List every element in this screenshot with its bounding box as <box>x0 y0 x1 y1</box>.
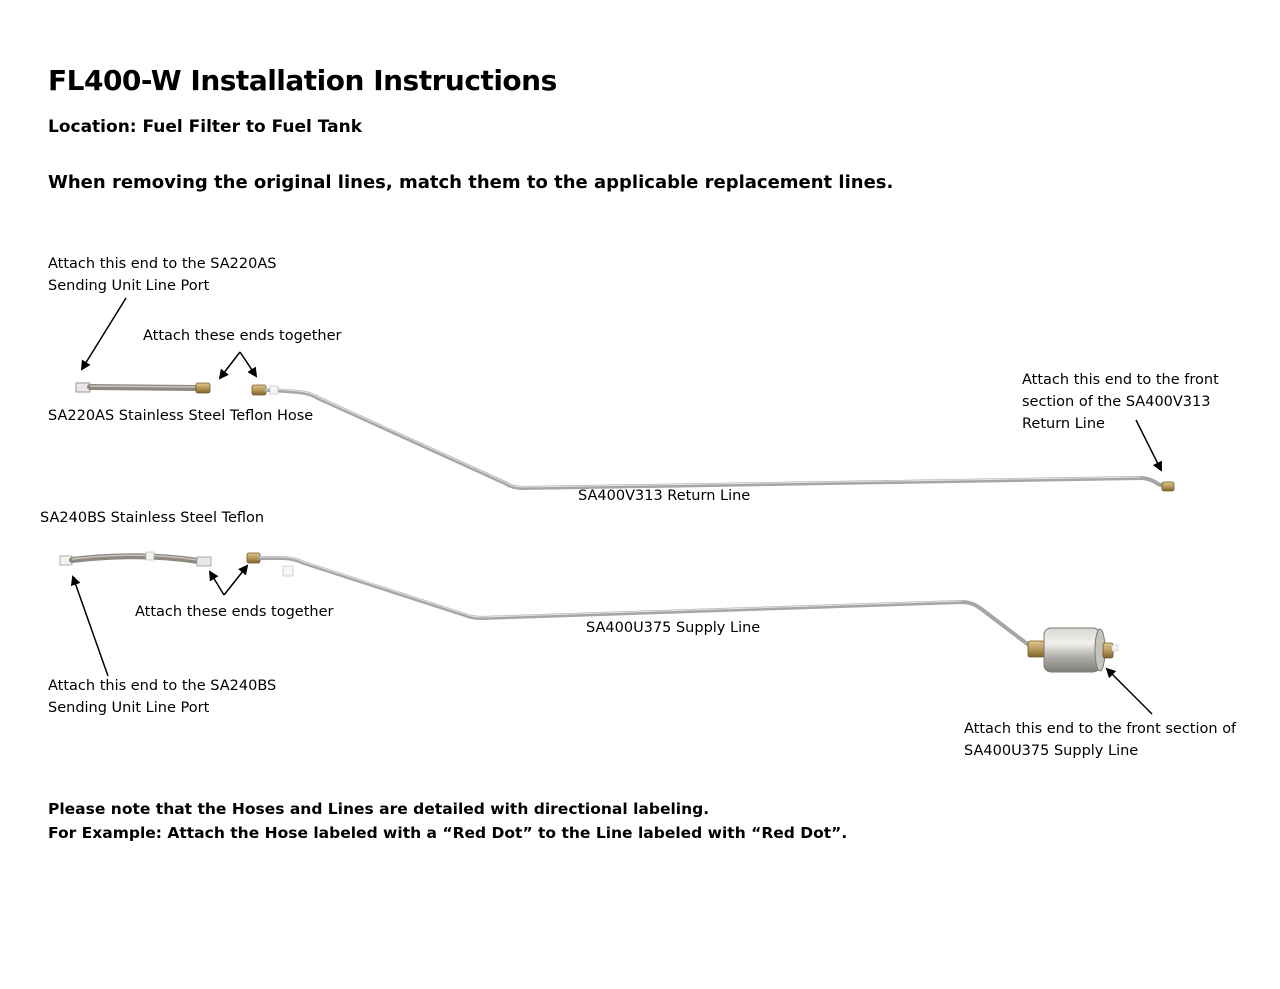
return-join-label: Attach these ends together <box>143 328 342 344</box>
return-line-fitting <box>252 385 266 395</box>
page-title: FL400-W Installation Instructions <box>48 64 557 97</box>
arrow-return-join-left <box>220 352 240 378</box>
label-line: SA400U375 Supply Line <box>964 743 1139 759</box>
arrow-supply-join-right <box>224 566 247 595</box>
supply-join-label: Attach these ends together <box>135 604 334 620</box>
supply-line-name: SA400U375 Supply Line <box>586 620 761 636</box>
fuel-filter <box>1028 628 1118 672</box>
return-hose-end-label <box>48 253 276 297</box>
label-line: Return Line <box>1022 416 1105 432</box>
arrow-supply-front-end <box>1107 669 1152 714</box>
arrow-return-hose-end <box>82 298 126 369</box>
label-line: Sending Unit Line Port <box>48 278 210 294</box>
hose-fitting-right <box>196 383 210 393</box>
label-line: Attach this end to the front section of <box>964 721 1237 737</box>
directional-labeling-note <box>48 797 847 845</box>
note-line: For Example: Attach the Hose labeled with a “Red Dot” to the Line labeled with “Red Dot”. <box>48 824 848 842</box>
filter-canister <box>1044 628 1100 672</box>
sa240bs-hose <box>60 552 211 566</box>
supply-hose-name: SA240BS Stainless Steel Teflon <box>40 510 265 526</box>
sa220as-hose <box>76 383 210 393</box>
filter-inlet-fitting <box>1028 641 1044 657</box>
hose-tag <box>146 552 154 560</box>
supply-line-tag <box>283 566 293 576</box>
note-line: Please note that the Hoses and Lines are detailed with directional labeling. <box>48 800 710 818</box>
arrow-supply-hose-end <box>73 577 108 676</box>
supply-hose-end-label <box>48 675 276 719</box>
instruction-heading: When removing the original lines, match them to the applicable replacement lines. <box>48 172 894 193</box>
return-line-tube-highlight <box>266 389 1140 487</box>
hose-fitting-right <box>197 557 211 566</box>
supply-front-label <box>964 718 1236 762</box>
label-line: section of the SA400V313 <box>1022 394 1211 410</box>
return-line-name: SA400V313 Return Line <box>578 488 751 504</box>
arrow-supply-join-left <box>210 572 224 595</box>
arrow-return-join-right <box>240 352 256 376</box>
location-heading: Location: Fuel Filter to Fuel Tank <box>48 117 363 137</box>
supply-line-tube-highlight <box>260 557 962 617</box>
label-line: Attach this end to the front <box>1022 372 1219 388</box>
filter-outlet-fitting <box>1103 643 1113 658</box>
return-hose-name: SA220AS Stainless Steel Teflon Hose <box>48 408 314 424</box>
return-line-tag <box>270 386 278 394</box>
return-line-front-fitting <box>1162 482 1174 491</box>
label-line: Attach this end to the SA220AS <box>48 256 277 272</box>
filter-tag <box>1112 645 1118 651</box>
label-line: Attach this end to the SA240BS <box>48 678 277 694</box>
label-line: Sending Unit Line Port <box>48 700 210 716</box>
return-front-label <box>1022 369 1219 435</box>
hose-braid-highlight <box>90 386 198 387</box>
